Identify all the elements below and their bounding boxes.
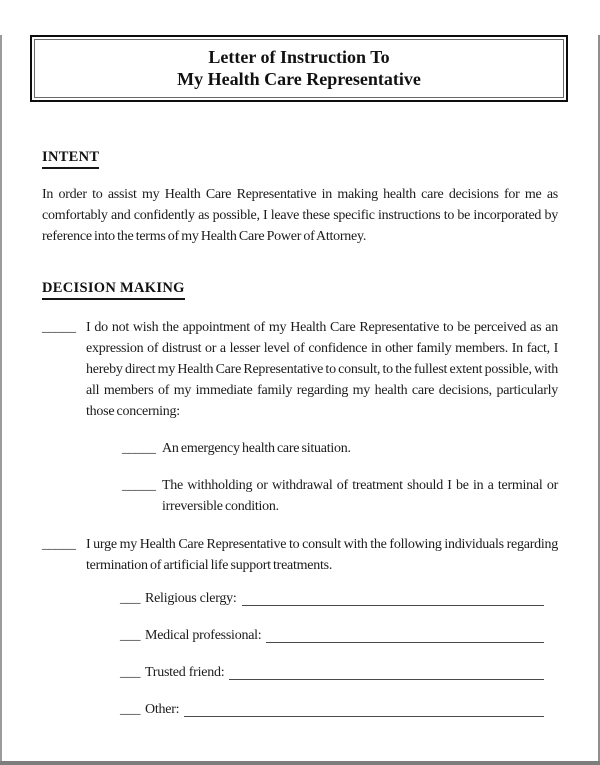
- check-blank-line: ___: [120, 628, 141, 643]
- decision-item-life-support-text: I urge my Health Care Representative to consult with the following individuals regarding termination of artificial life support treatments.: [86, 537, 558, 573]
- document-title-box: [30, 35, 568, 102]
- check-blank-line: ___: [120, 702, 141, 717]
- document-title-line2: My Health Care Representative: [177, 69, 421, 89]
- sub-item-emergency: [122, 438, 558, 459]
- decision-making-section: [42, 279, 558, 300]
- sub-item-emergency-text: An emergency health care situation.: [162, 441, 351, 456]
- consult-row-religious-clergy: [120, 588, 558, 609]
- document-title-box-inner: [34, 39, 564, 98]
- consult-label-other: Other:: [145, 702, 180, 717]
- initial-blank-line: _____: [122, 441, 156, 456]
- consult-row-trusted-friend: [120, 662, 558, 683]
- decision-item-family-consult: [42, 317, 558, 422]
- intent-heading: INTENT: [42, 149, 99, 169]
- decision-item-family-consult-text: I do not wish the appointment of my Health Care Representative to be perceived as an expression of distrust or a lesser level of confidence in other family members. In fact, I hereby direct my Health Care Representative to consult, to the fullest extent possible, with all members of my immediate family regarding my health care decisions, particularly those concerning:: [86, 320, 558, 419]
- intent-paragraph: In order to assist my Health Care Representative in making health care decisions for me as comfortably and confidently as possible, I leave these specific instructions to be incorporated by reference into the terms of my Health Care Power of Attorney.: [42, 187, 558, 244]
- document-title-line1: Letter of Instruction To: [208, 47, 390, 67]
- write-in-line: [184, 716, 544, 717]
- page-bottom-edge: [0, 761, 600, 765]
- initial-blank-line: _____: [122, 478, 156, 493]
- write-in-line: [229, 679, 544, 680]
- initial-blank-line: _____: [42, 537, 76, 552]
- sub-item-withholding-text: The withholding or withdrawal of treatment should I be in a terminal or irreversible condition.: [162, 478, 558, 514]
- document-page: [0, 35, 600, 765]
- sub-item-withholding: [122, 475, 558, 517]
- consult-label-medical-professional: Medical professional:: [145, 628, 262, 643]
- write-in-line: [266, 642, 544, 643]
- consult-row-medical-professional: [120, 625, 558, 646]
- initial-blank-line: _____: [42, 320, 76, 335]
- intent-section: [42, 148, 558, 169]
- decision-item-life-support: [42, 534, 558, 576]
- consult-label-trusted-friend: Trusted friend:: [145, 665, 225, 680]
- check-blank-line: ___: [120, 665, 141, 680]
- check-blank-line: ___: [120, 591, 141, 606]
- document-body: [2, 148, 598, 720]
- consult-row-other: [120, 699, 558, 720]
- write-in-line: [242, 605, 544, 606]
- decision-making-heading: DECISION MAKING: [42, 280, 185, 300]
- consult-label-religious-clergy: Religious clergy:: [145, 591, 237, 606]
